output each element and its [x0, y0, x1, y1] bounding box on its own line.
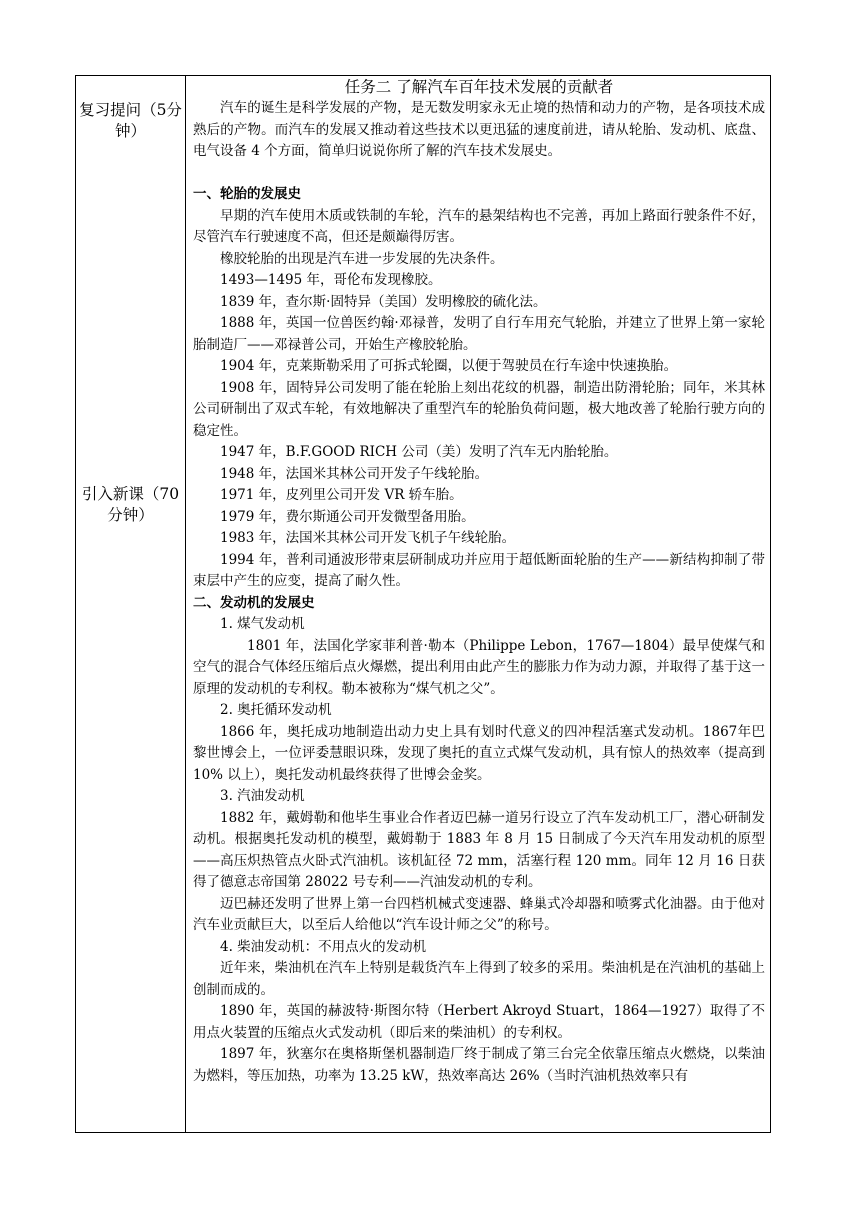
tire-paragraph: 1979 年，费尔斯通公司开发微型备用胎。: [220, 508, 475, 525]
column-divider: [185, 76, 186, 1132]
tire-paragraph: 1908 年，固特异公司发明了能在轮胎上刻出花纹的机器，制造出防滑轮胎；同年，米其林公司研制出了双式车轮，有效地解决了重型汽车的轮胎负荷问题，极大地改善了轮胎行驶方向的稳定性。: [193, 379, 765, 439]
tire-paragraph: 1948 年，法国米其林公司开发子午线轮胎。: [220, 465, 489, 482]
engine-paragraph: 1897 年，狄塞尔在奥格斯堡机器制造厂终于制成了第三台完全依靠压缩点火燃烧，以柴油为燃料，等压加热，功率为 13.25 kW，热效率高达 26%（当时汽油机热效率只有: [193, 1046, 765, 1084]
tire-paragraph: 橡胶轮胎的出现是汽车进一步发展的先决条件。: [220, 250, 504, 267]
tire-paragraph: 早期的汽车使用木质或铁制的车轮，汽车的悬架结构也不完善，再加上路面行驶条件不好，尽管汽车行驶速度不高，但还是颇巅得厉害。: [193, 207, 765, 245]
blank-line: [193, 163, 765, 185]
tire-paragraph: 1493—1495 年，哥伦布发现橡胶。: [220, 272, 442, 288]
tire-paragraph: 1904 年，克莱斯勒采用了可拆式轮圈，以便于驾驶员在行车途中快速换胎。: [220, 358, 678, 374]
tire-heading: 一、轮胎的发展史: [193, 186, 301, 202]
tire-paragraph: 1994 年，普利司通波形带束层研制成功并应用于超低断面轮胎的生产——新结构抑制了带束层中产生的应变，提高了耐久性。: [193, 551, 765, 589]
tire-paragraph: 1888 年，英国一位兽医约翰·邓禄普，发明了自行车用充气轮胎，并建立了世界上第一家轮胎制造厂——邓禄普公司，开始生产橡胶轮胎。: [193, 315, 765, 353]
engine-subheading: 4. 柴油发动机：不用点火的发动机: [220, 938, 427, 955]
engine-subheading: 3. 汽油发动机: [220, 788, 305, 804]
tire-paragraph: 1971 年，皮列里公司开发 VR 轿车胎。: [220, 487, 463, 503]
engine-subheading: 1. 煤气发动机: [220, 616, 305, 632]
task-title: 任务二 了解汽车百年技术发展的贡献者: [344, 78, 614, 96]
engine-paragraph: 1866 年，奥托成功地制造出动力史上具有划时代意义的四冲程活塞式发动机。1867年巴黎世博会上，一位评委慧眼识珠，发现了奥托的直立式煤气发动机，具有惊人的热效率（提高到 10% 以上），奥托发动机最终获得了世博会金奖。: [193, 723, 765, 783]
lesson-plan-table: [75, 75, 771, 1133]
intro-label: 引入新课（70分钟）: [81, 485, 180, 524]
engine-paragraph: 1801 年，法国化学家菲利普·勒本（Philippe Lebon，1767—1804）最早使煤气和空气的混合气体经压缩后点火爆燃，提出利用由此产生的膨胀力作为动力源，并取得了基于这一原理的发动机的专利权。勒本被称为“煤气机之父”。: [193, 637, 765, 697]
engine-paragraph: 1890 年，英国的赫波特·斯图尔特（Herbert Akroyd Stuart，1864—1927）取得了不用点火装置的压缩点火式发动机（即后来的柴油机）的专利权。: [193, 1003, 765, 1041]
tire-paragraph: 1947 年，B.F.GOOD RICH 公司（美）发明了汽车无内胎轮胎。: [220, 444, 618, 460]
intro-paragraph: 汽车的诞生是科学发展的产物，是无数发明家永无止境的热情和动力的产物，是各项技术成熟后的产物。而汽车的发展又推动着这些技术以更迅猛的速度前进，请从轮胎、发动机、底盘、电气设备 4 个方面，简单归说说你所了解的汽车技术发展史。: [193, 100, 765, 159]
tire-paragraph: 1839 年，查尔斯·固特异（美国）发明橡胶的硫化法。: [220, 293, 547, 310]
engine-paragraph: 1882 年，戴姆勒和他毕生事业合作者迈巴赫一道另行设立了汽车发动机工厂，潜心研制发动机。根据奥托发动机的模型，戴姆勒于 1883 年 8 月 15 日制成了今天汽车用发动机的原型——高压炽热管点火卧式汽油机。该机缸径 72 mm，活塞行程 120 mm。同年 12 月 16 日获得了德意志帝国第 28022 号专利——汽油发动机的专利。: [193, 809, 765, 890]
engine-paragraph: 近年来，柴油机在汽车上特别是载货汽车上得到了较多的采用。柴油机是在汽油机的基础上创制而成的。: [193, 960, 765, 998]
engine-heading: 二、发动机的发展史: [193, 594, 315, 611]
engine-subheading: 2. 奥托循环发动机: [220, 702, 332, 718]
lesson-content: [193, 76, 765, 1087]
engine-paragraph: 迈巴赫还发明了世界上第一台四档机械式变速器、蜂巢式冷却器和喷雾式化油器。由于他对汽车业贡献巨大，以至后人给他以“汽车设计师之父”的称号。: [193, 895, 765, 933]
review-label: 复习提问（5分钟）: [79, 101, 182, 140]
tire-paragraph: 1983 年，法国米其林公司开发飞机子午线轮胎。: [220, 530, 516, 546]
